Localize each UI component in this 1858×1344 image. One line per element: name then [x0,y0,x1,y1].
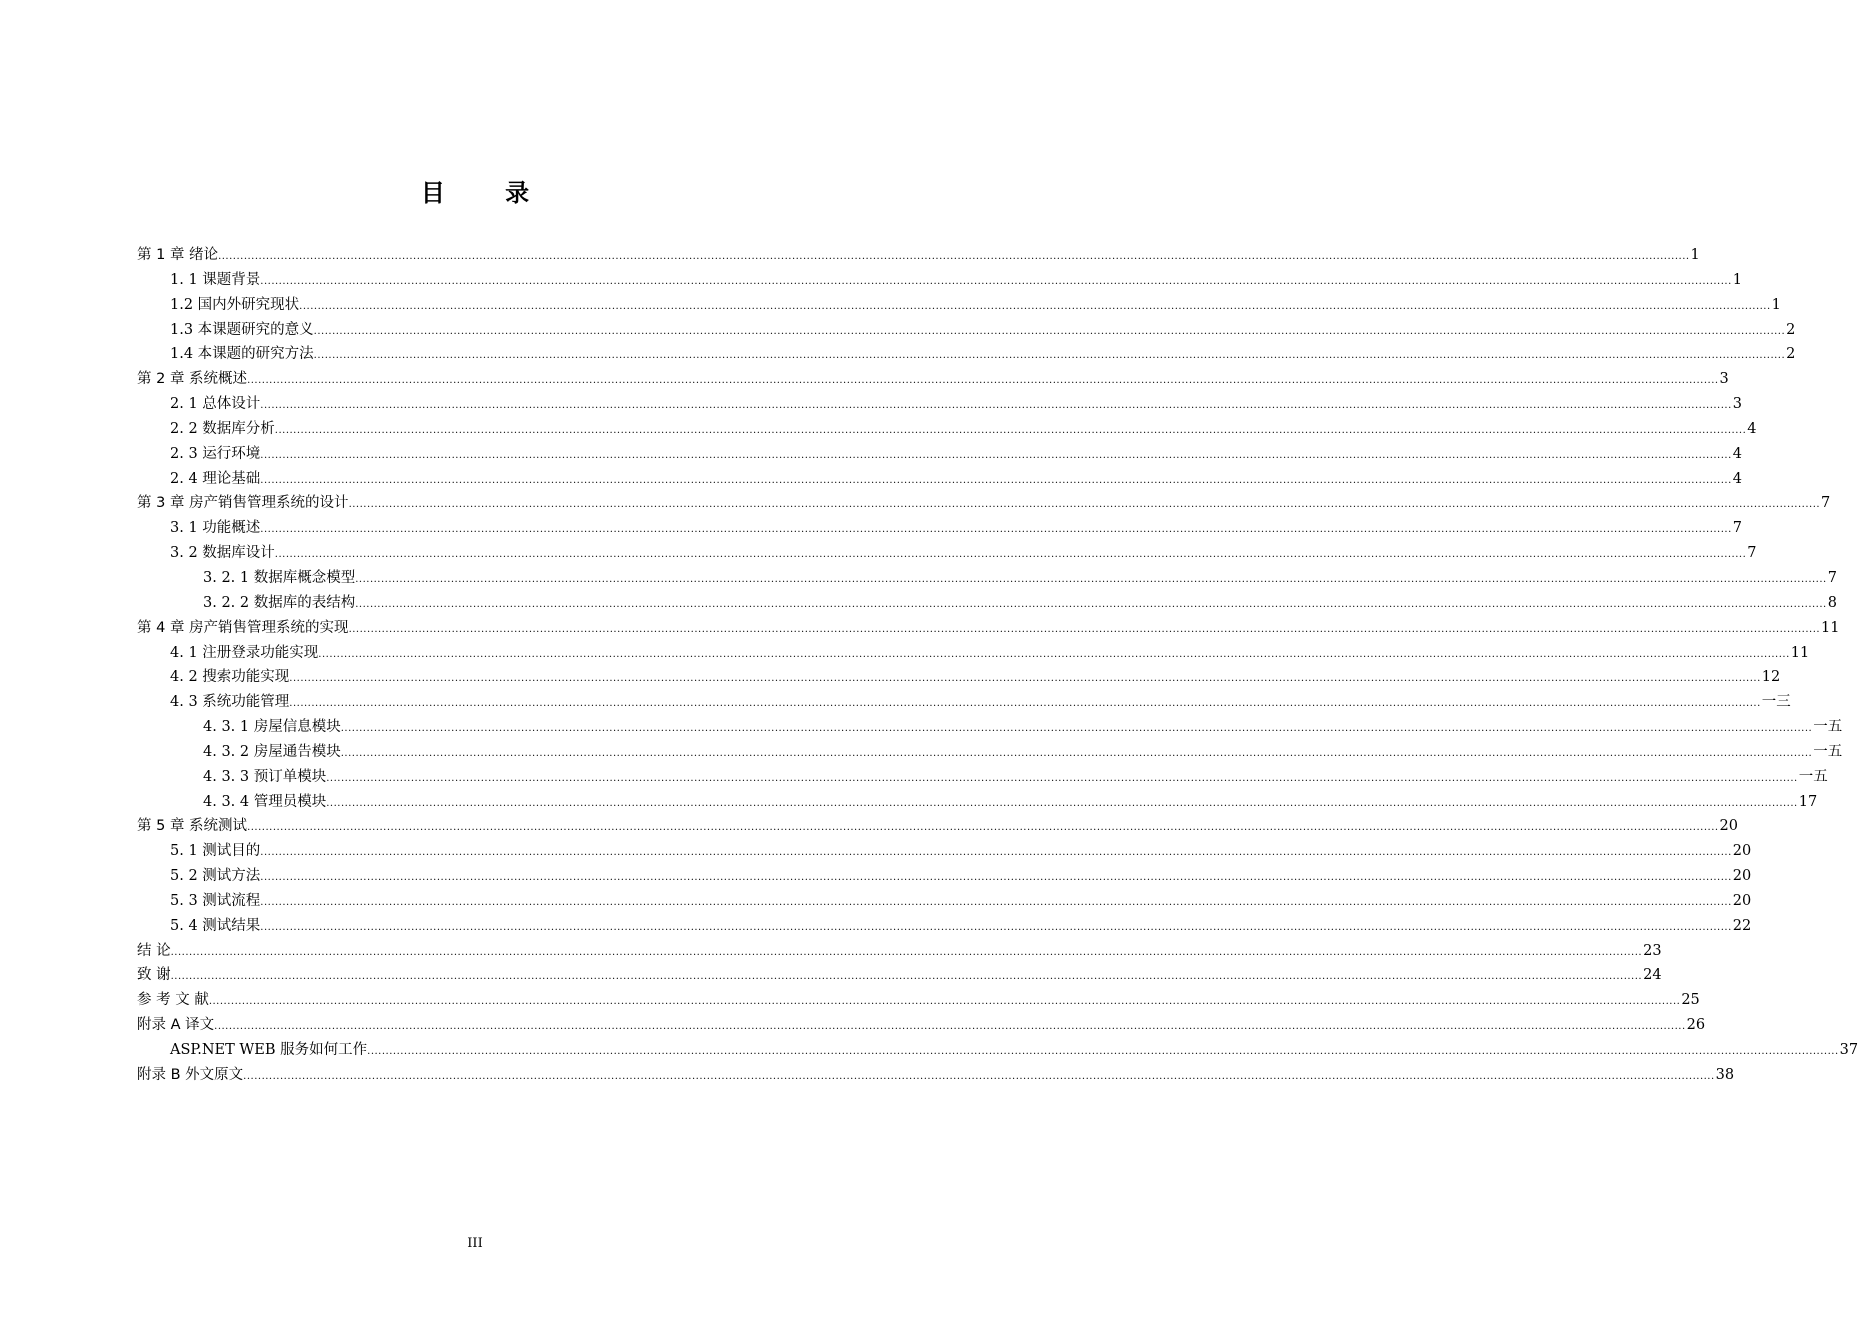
toc-dot-leader: ................................................................................................................................................................................................................................................................................................................................................................................................................ [260,896,1732,908]
toc-entry-label: 4. 3. 1 房屋信息模块 [203,719,341,736]
toc-entry[interactable] [137,392,1742,417]
toc-entry[interactable] [137,790,1818,815]
toc-dot-leader: ................................................................................................................................................................................................................................................................................................................................................................................................................ [313,325,1786,337]
toc-entry-page: 23 [1643,942,1662,959]
toc-entry-label: 第 3 章 房产销售管理系统的设计 [137,495,349,512]
toc-entry[interactable] [137,740,1843,765]
toc-entry[interactable] [137,988,1700,1013]
toc-dot-leader: ................................................................................................................................................................................................................................................................................................................................................................................................................ [260,449,1732,461]
toc-entry[interactable] [137,1013,1706,1038]
toc-entry[interactable] [137,293,1781,318]
toc-dot-leader: ................................................................................................................................................................................................................................................................................................................................................................................................................ [260,921,1732,933]
toc-dot-leader: ................................................................................................................................................................................................................................................................................................................................................................................................................ [260,400,1732,412]
toc-entry[interactable] [137,939,1662,964]
toc-entry-label: 1.2 国内外研究现状 [170,296,300,313]
toc-entry[interactable] [137,814,1738,839]
toc-entry-label: 结 论 [137,942,171,959]
toc-entry-label: 3. 2. 2 数据库的表结构 [203,594,356,611]
toc-entry-page: 7 [1732,520,1742,537]
toc-entry-page: 37 [1839,1042,1858,1058]
toc-dot-leader: ................................................................................................................................................................................................................................................................................................................................................................................................................ [326,772,1798,784]
toc-dot-leader: ................................................................................................................................................................................................................................................................................................................................................................................................................ [326,797,1798,809]
toc-entry-page: 11 [1790,644,1810,661]
toc-entry-label: 第 1 章 绪论 [137,247,219,263]
toc-entry-label: 第 4 章 房产销售管理系统的实现 [137,619,349,636]
toc-entry-label: 2. 4 理论基础 [170,470,261,487]
toc-dot-leader: ................................................................................................................................................................................................................................................................................................................................................................................................................ [313,350,1786,362]
toc-entry[interactable] [137,765,1828,790]
toc-entry-page: 7 [1821,495,1831,512]
toc-dot-leader: ................................................................................................................................................................................................................................................................................................................................................................................................................ [340,747,1813,759]
toc-dot-leader: ................................................................................................................................................................................................................................................................................................................................................................................................................ [299,300,1771,312]
toc-dot-leader: ................................................................................................................................................................................................................................................................................................................................................................................................................ [260,524,1732,536]
toc-entry-label: 附录 A 译文 [137,1017,215,1034]
toc-entry-page: 1 [1771,296,1781,313]
toc-entry-label: 4. 3 系统功能管理 [170,694,290,711]
toc-dot-leader: ................................................................................................................................................................................................................................................................................................................................................................................................................ [274,424,1747,436]
toc-entry[interactable] [137,342,1796,367]
toc-entry-page: 4 [1732,445,1742,462]
toc-dot-leader: ................................................................................................................................................................................................................................................................................................................................................................................................................ [170,946,1643,958]
toc-entry-page: 20 [1732,868,1752,885]
toc-entry-page: 一三 [1761,694,1791,711]
toc-entry[interactable] [137,268,1742,293]
toc-dot-leader: ................................................................................................................................................................................................................................................................................................................................................................................................................ [274,549,1747,561]
toc-dot-leader: ................................................................................................................................................................................................................................................................................................................................................................................................................ [318,648,1790,660]
toc-dot-leader: ................................................................................................................................................................................................................................................................................................................................................................................................................ [243,1070,1715,1082]
toc-dot-leader: ................................................................................................................................................................................................................................................................................................................................................................................................................ [348,623,1821,635]
toc-entry-page: 3 [1719,371,1729,388]
toc-entry-label: 4. 3. 3 预订单模块 [203,768,327,785]
toc-entry-page: 11 [1821,619,1840,636]
toc-entry-page: 7 [1747,545,1757,562]
toc-dot-leader: ................................................................................................................................................................................................................................................................................................................................................................................................................ [348,499,1821,511]
toc-entry-page: 20 [1732,843,1752,860]
toc-entry[interactable] [137,914,1752,939]
toc-entry-label: 附录 B 外文原文 [137,1066,244,1083]
toc-entry-label: 致 谢 [137,967,171,984]
toc-entry[interactable] [137,839,1752,864]
toc-dot-leader: ................................................................................................................................................................................................................................................................................................................................................................................................................ [289,698,1761,710]
toc-entry[interactable] [137,442,1742,467]
toc-entry[interactable] [137,243,1700,268]
toc-entry-page: 24 [1643,967,1662,984]
toc-entry[interactable] [137,318,1796,343]
toc-entry-page: 8 [1827,594,1837,611]
toc-entry-label: 3. 2 数据库设计 [170,545,275,562]
toc-dot-leader: ................................................................................................................................................................................................................................................................................................................................................................................................................ [214,1021,1686,1033]
toc-entry-label: 3. 2. 1 数据库概念模型 [203,569,356,586]
toc-dot-leader: ................................................................................................................................................................................................................................................................................................................................................................................................................ [260,847,1732,859]
toc-entry-page: 一五 [1798,768,1828,785]
toc-dot-leader: ................................................................................................................................................................................................................................................................................................................................................................................................................ [340,723,1813,735]
toc-entry-page: 26 [1686,1017,1706,1034]
toc-entry-label: 4. 3. 4 管理员模块 [203,793,327,810]
toc-entry-page: 25 [1681,992,1700,1009]
toc-entry[interactable] [137,1038,1858,1063]
toc-entry-label: 2. 1 总体设计 [170,396,261,413]
toc-entry-page: 20 [1719,818,1738,835]
toc-entry-page: 2 [1786,321,1796,338]
toc-entry-page: 4 [1732,470,1742,487]
toc-entry-page: 20 [1732,892,1752,909]
toc-entry-label: 4. 3. 2 房屋通告模块 [203,743,341,760]
toc-dot-leader: ................................................................................................................................................................................................................................................................................................................................................................................................................ [289,673,1761,685]
toc-dot-leader: ................................................................................................................................................................................................................................................................................................................................................................................................................ [208,996,1681,1008]
toc-dot-leader: ................................................................................................................................................................................................................................................................................................................................................................................................................ [170,971,1643,983]
toc-entry-label: 5. 1 测试目的 [170,843,261,860]
toc-entry[interactable] [137,864,1752,889]
toc-entry-page: 4 [1747,420,1757,437]
toc-entry-page: 7 [1827,569,1837,586]
toc-entry[interactable] [137,467,1742,492]
toc-entry-label: 参 考 文 献 [137,992,209,1009]
toc-entry[interactable] [137,541,1757,566]
toc-entry-label: 5. 4 测试结果 [170,917,261,934]
toc-entry[interactable] [137,665,1781,690]
toc-entry-label: 3. 1 功能概述 [170,520,261,537]
toc-entry-page: 2 [1786,346,1796,363]
toc-entry-label: ASP.NET WEB 服务如何工作 [170,1042,368,1058]
toc-entry-page: 3 [1732,396,1742,413]
toc-entry-page: 12 [1761,669,1781,686]
toc-entry-page: 1 [1690,247,1700,263]
toc-entry-label: 5. 2 测试方法 [170,868,261,885]
toc-dot-leader: ................................................................................................................................................................................................................................................................................................................................................................................................................ [247,375,1719,387]
toc-entry[interactable] [137,889,1752,914]
page-number: III [467,1236,483,1251]
toc-entry-page: 一五 [1813,719,1843,736]
toc-title: 目 录 [420,179,556,207]
toc-entry[interactable] [137,963,1662,988]
toc-dot-leader: ................................................................................................................................................................................................................................................................................................................................................................................................................ [260,275,1732,287]
toc-dot-leader: ................................................................................................................................................................................................................................................................................................................................................................................................................ [355,598,1827,610]
toc-dot-leader: ................................................................................................................................................................................................................................................................................................................................................................................................................ [260,872,1732,884]
toc-entry[interactable] [137,641,1810,666]
toc-entry-page: 22 [1732,917,1752,934]
toc-dot-leader: ................................................................................................................................................................................................................................................................................................................................................................................................................ [260,474,1732,486]
toc-dot-leader: ................................................................................................................................................................................................................................................................................................................................................................................................................ [218,251,1690,262]
toc-entry[interactable] [137,591,1837,616]
toc-entry[interactable] [137,616,1840,641]
toc-entry[interactable] [137,367,1729,392]
toc-dot-leader: ................................................................................................................................................................................................................................................................................................................................................................................................................ [247,822,1719,834]
toc-entry-label: 1. 1 课题背景 [170,271,261,288]
toc-entry[interactable] [137,566,1837,591]
toc-dot-leader: ................................................................................................................................................................................................................................................................................................................................................................................................................ [355,573,1827,585]
toc-entry-page: 一五 [1813,743,1843,760]
toc-entry-label: 第 5 章 系统测试 [137,818,248,835]
toc-entry[interactable] [137,491,1831,516]
toc-entry-label: 5. 3 测试流程 [170,892,261,909]
toc-entry-label: 第 2 章 系统概述 [137,371,248,388]
toc-entry-page: 1 [1732,271,1742,288]
table-of-contents [137,243,1858,1088]
toc-entry-label: 1.4 本课题的研究方法 [170,346,314,363]
toc-entry-label: 2. 2 数据库分析 [170,420,275,437]
toc-entry[interactable] [137,690,1791,715]
toc-entry-label: 1.3 本课题研究的意义 [170,321,314,338]
toc-entry-page: 38 [1715,1066,1735,1083]
toc-entry-label: 2. 3 运行环境 [170,445,261,462]
toc-entry[interactable] [137,417,1757,442]
toc-entry-label: 4. 1 注册登录功能实现 [170,644,319,661]
toc-entry[interactable] [137,715,1843,740]
toc-entry[interactable] [137,1063,1735,1088]
toc-entry-label: 4. 2 搜索功能实现 [170,669,290,686]
toc-entry[interactable] [137,516,1742,541]
toc-entry-page: 17 [1798,793,1818,810]
toc-dot-leader: ................................................................................................................................................................................................................................................................................................................................................................................................................ [367,1046,1839,1057]
